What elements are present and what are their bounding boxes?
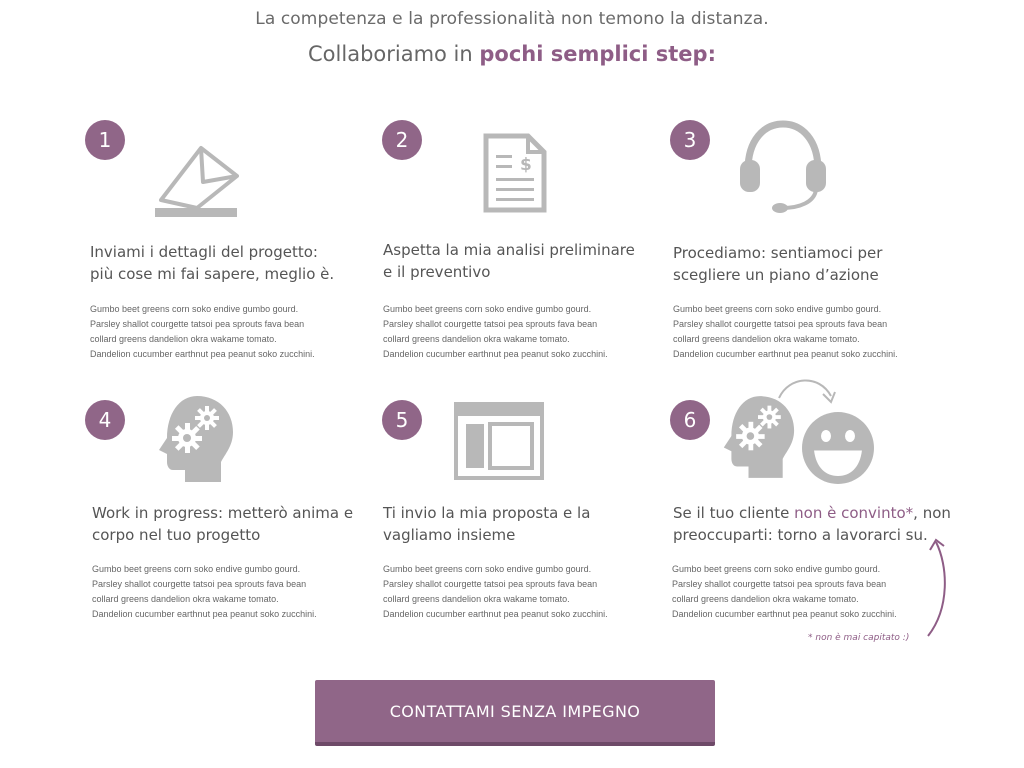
headset-icon bbox=[738, 120, 828, 214]
step-title-line: più cose mi fai sapere, meglio è. bbox=[90, 265, 335, 283]
footnote: * non è mai capitato :) bbox=[808, 633, 910, 643]
step-description bbox=[383, 562, 658, 622]
step-1 bbox=[85, 120, 365, 370]
step-description-line: Dandelion cucumber earthnut pea peanut soko zucchini. bbox=[90, 349, 315, 359]
step-title bbox=[90, 241, 365, 285]
step-title bbox=[673, 502, 958, 546]
step-description-line: Dandelion cucumber earthnut pea peanut soko zucchini. bbox=[383, 349, 608, 359]
step-title-line: Inviami i dettagli del progetto: bbox=[90, 243, 318, 261]
envelope-icon bbox=[153, 142, 239, 220]
head-gears-icon bbox=[155, 394, 235, 484]
step-number-badge: 4 bbox=[85, 400, 125, 440]
step-description-line: Gumbo beet greens corn soko endive gumbo gourd. bbox=[673, 304, 882, 314]
step-description-line: Gumbo beet greens corn soko endive gumbo gourd. bbox=[90, 304, 299, 314]
step-description-line: Parsley shallot courgette tatsoi pea sprouts fava bean bbox=[92, 579, 307, 589]
step-title bbox=[92, 502, 367, 546]
step-title-line: Procediamo: sentiamoci per bbox=[673, 244, 883, 262]
step-title-line: e il preventivo bbox=[383, 263, 491, 281]
step-title-text: Se il tuo cliente bbox=[673, 504, 795, 522]
step-description-line: Dandelion cucumber earthnut pea peanut soko zucchini. bbox=[383, 609, 608, 619]
step-description bbox=[92, 562, 367, 622]
contact-cta-button[interactable]: CONTATTAMI SENZA IMPEGNO bbox=[315, 680, 715, 746]
step-title-line: Aspetta la mia analisi preliminare bbox=[383, 241, 635, 259]
browser-window-icon bbox=[454, 402, 544, 480]
step-title-line: Work in progress: metterò anima e bbox=[92, 504, 354, 522]
step-description-line: collard greens dandelion okra wakame tomato. bbox=[673, 334, 860, 344]
intro-section bbox=[0, 9, 1024, 66]
step-title bbox=[673, 242, 948, 286]
step-5 bbox=[382, 400, 662, 650]
step-number-badge: 6 bbox=[670, 400, 710, 440]
step-title-line: preoccuparti: torno a lavorarci su. bbox=[673, 526, 928, 544]
intro-heading bbox=[0, 42, 1024, 66]
step-description bbox=[383, 302, 658, 362]
step-6 bbox=[670, 400, 960, 650]
step-description-line: collard greens dandelion okra wakame tomato. bbox=[383, 334, 570, 344]
step-description-line: Dandelion cucumber earthnut pea peanut soko zucchini. bbox=[92, 609, 317, 619]
step-title-line: corpo nel tuo progetto bbox=[92, 526, 261, 544]
step-title-text: , non bbox=[913, 504, 951, 522]
step-description-line: Gumbo beet greens corn soko endive gumbo gourd. bbox=[92, 564, 301, 574]
step-description-line: collard greens dandelion okra wakame tomato. bbox=[90, 334, 277, 344]
step-title-line: vagliamo insieme bbox=[383, 526, 516, 544]
step-title-line bbox=[673, 502, 958, 524]
step-number-badge: 3 bbox=[670, 120, 710, 160]
step-description-line: collard greens dandelion okra wakame tomato. bbox=[92, 594, 279, 604]
step-description-line: Gumbo beet greens corn soko endive gumbo gourd. bbox=[383, 564, 592, 574]
curved-arrow-icon bbox=[775, 374, 839, 408]
step-description-line: Dandelion cucumber earthnut pea peanut soko zucchini. bbox=[672, 609, 897, 619]
step-description bbox=[672, 562, 947, 622]
svg-text:$: $ bbox=[520, 155, 532, 175]
intro-heading-accent: pochi semplici step: bbox=[479, 42, 716, 66]
step-title-line: Ti invio la mia proposta e la bbox=[383, 504, 591, 522]
step-title bbox=[383, 239, 658, 283]
step-description-line: Parsley shallot courgette tatsoi pea sprouts fava bean bbox=[673, 319, 888, 329]
step-description-line: Parsley shallot courgette tatsoi pea sprouts fava bean bbox=[383, 579, 598, 589]
step-4 bbox=[85, 400, 365, 650]
step-title-accent: non è convinto* bbox=[794, 504, 914, 522]
step-3 bbox=[670, 120, 950, 370]
step-description bbox=[90, 302, 365, 362]
invoice-document-icon bbox=[482, 132, 548, 214]
step-description-line: Parsley shallot courgette tatsoi pea sprouts fava bean bbox=[90, 319, 305, 329]
intro-tagline: La competenza e la professionalità non temono la distanza. bbox=[255, 9, 769, 29]
step-number-badge: 5 bbox=[382, 400, 422, 440]
step-description-line: Dandelion cucumber earthnut pea peanut soko zucchini. bbox=[673, 349, 898, 359]
step-2 bbox=[382, 120, 662, 370]
step-description-line: Gumbo beet greens corn soko endive gumbo gourd. bbox=[672, 564, 881, 574]
step-description-line: Parsley shallot courgette tatsoi pea sprouts fava bean bbox=[672, 579, 887, 589]
step-title-line: scegliere un piano d’azione bbox=[673, 266, 879, 284]
step-description-line: collard greens dandelion okra wakame tomato. bbox=[383, 594, 570, 604]
step-description-line: Parsley shallot courgette tatsoi pea sprouts fava bean bbox=[383, 319, 598, 329]
step-title bbox=[383, 502, 658, 546]
intro-heading-prefix: Collaboriamo in bbox=[308, 42, 480, 66]
smiley-icon bbox=[800, 410, 876, 486]
step-description-line: collard greens dandelion okra wakame tomato. bbox=[672, 594, 859, 604]
step-number-badge: 2 bbox=[382, 120, 422, 160]
step-number-badge: 1 bbox=[85, 120, 125, 160]
step-description bbox=[673, 302, 948, 362]
step-description-line: Gumbo beet greens corn soko endive gumbo gourd. bbox=[383, 304, 592, 314]
